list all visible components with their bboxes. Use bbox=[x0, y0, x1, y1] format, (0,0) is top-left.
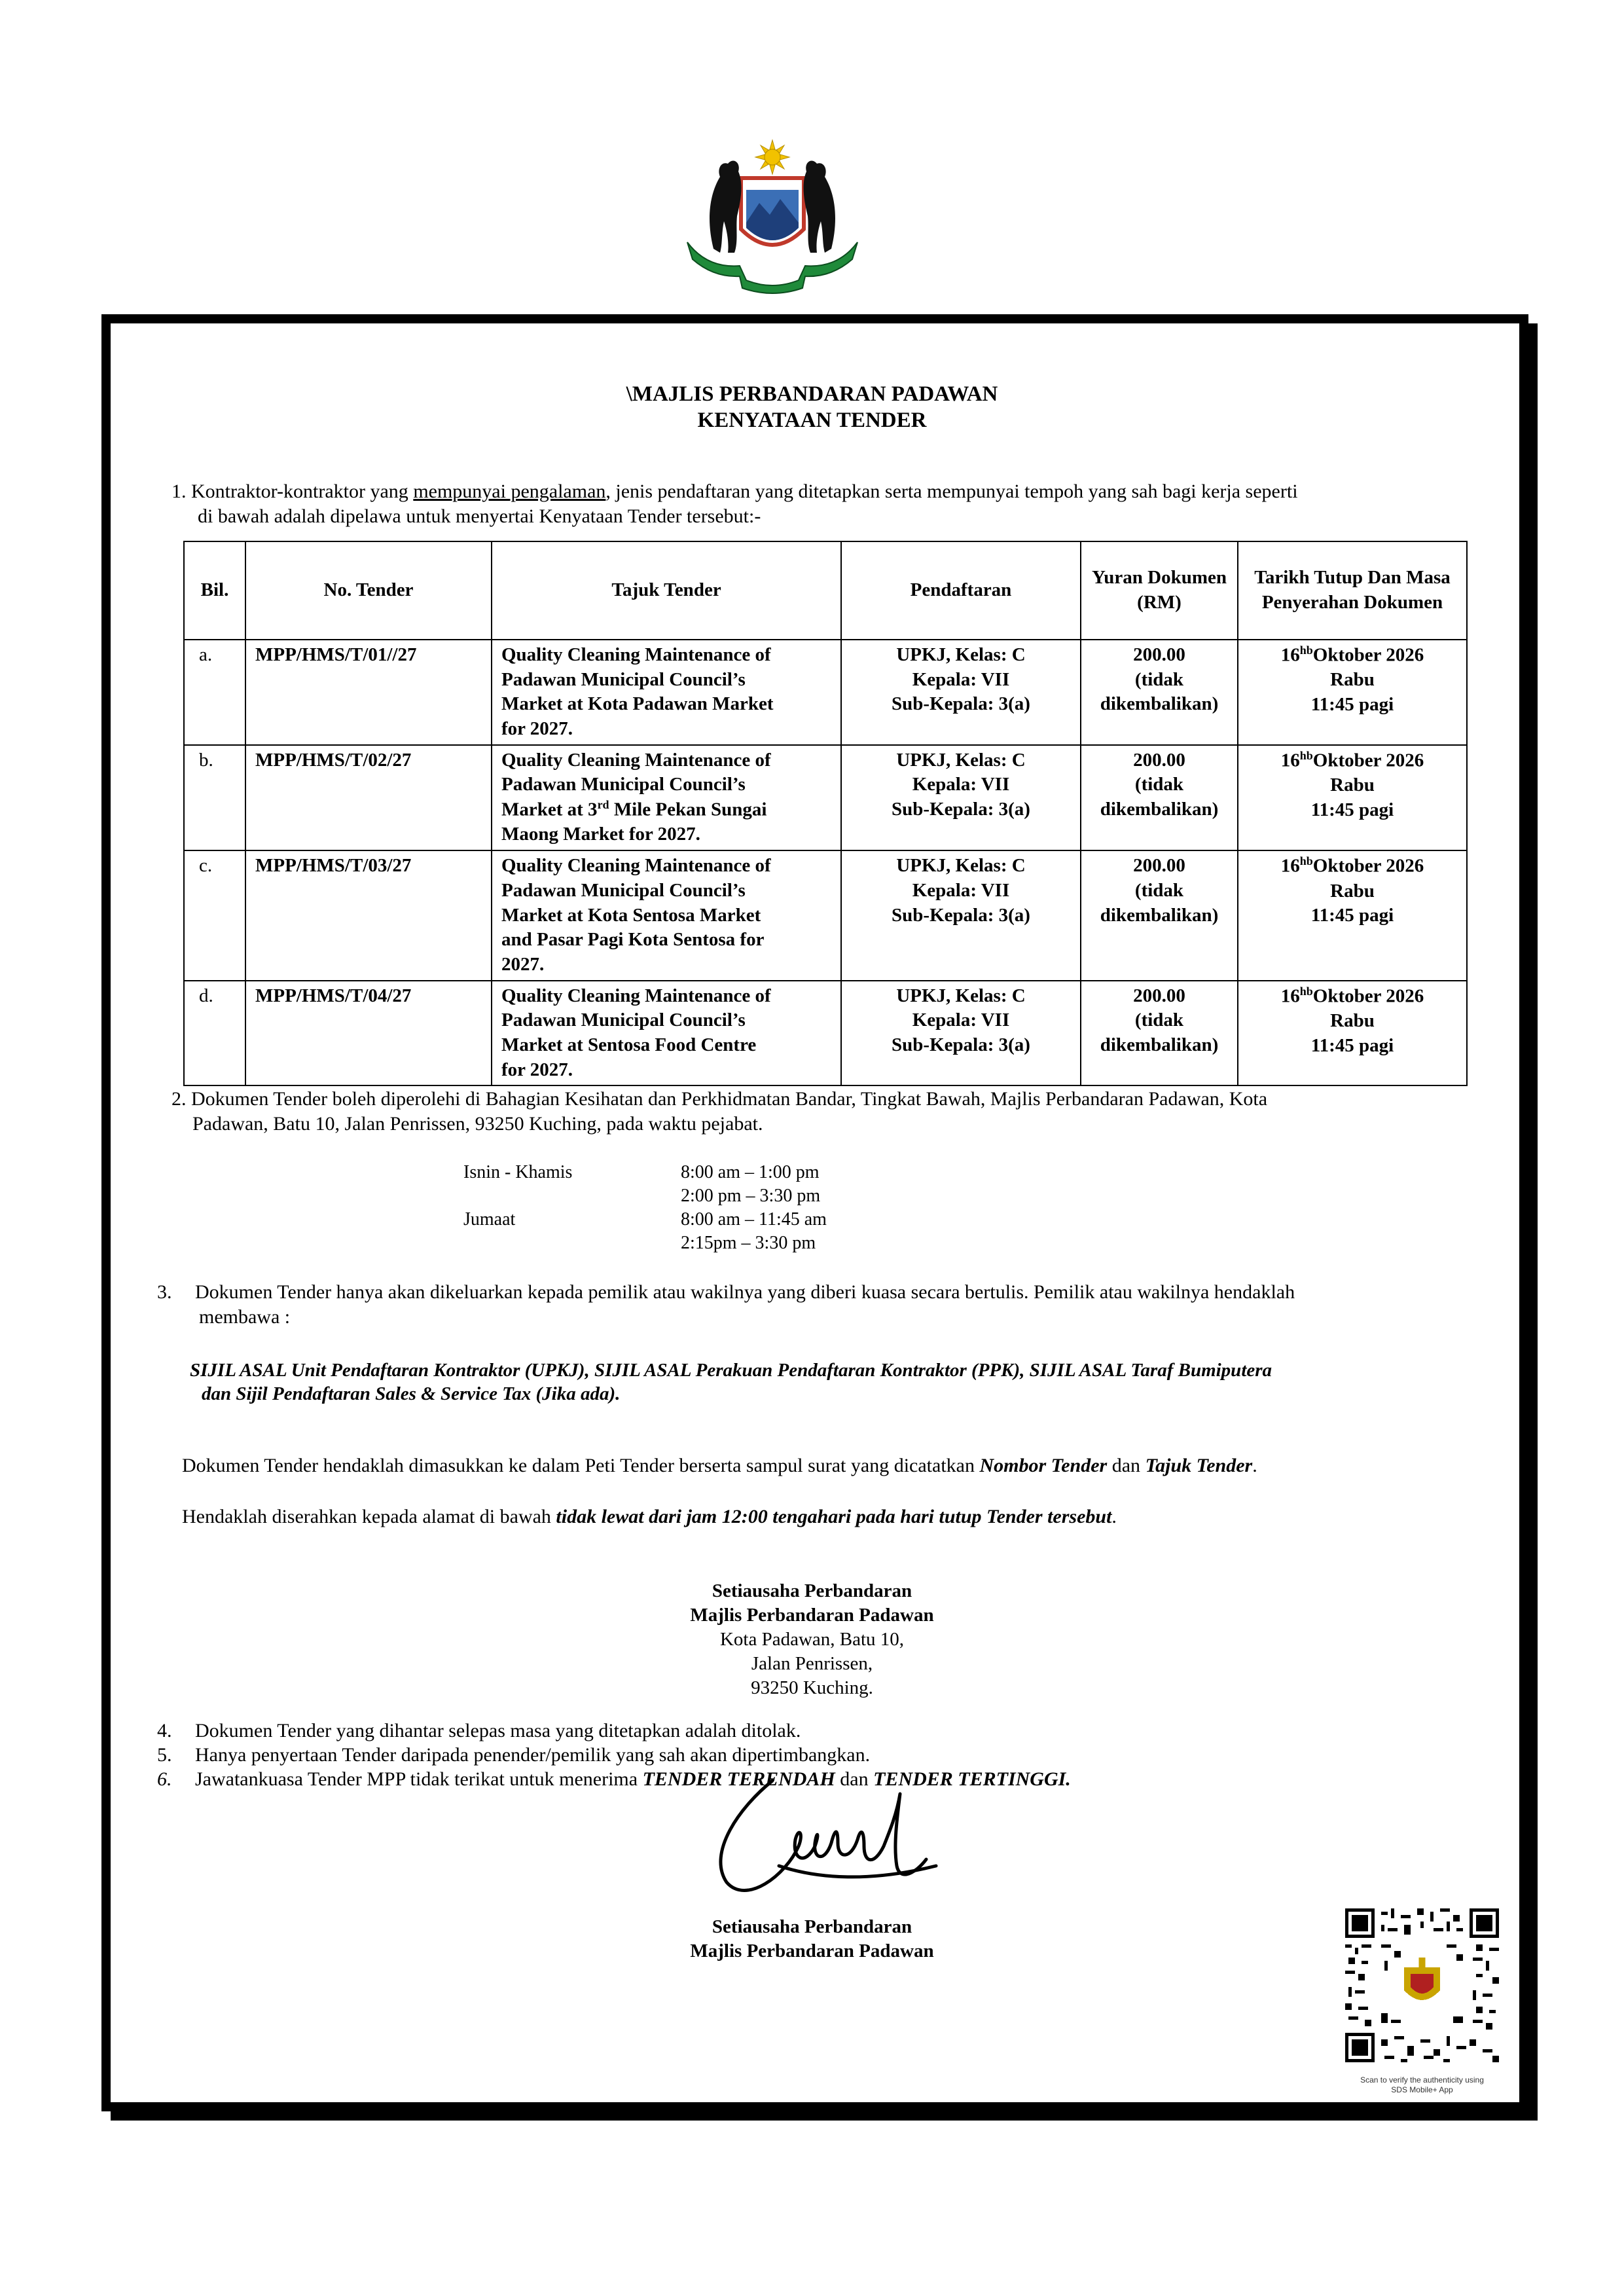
paragraph-2 bbox=[171, 1087, 1454, 1136]
tarikh-date: $16^{hb}Oktober$ 2026 bbox=[1280, 644, 1424, 666]
paragraph-deadline bbox=[182, 1504, 1465, 1529]
required-documents bbox=[190, 1358, 1460, 1406]
tajuk-line: Market at 3rd Mile Pekan Sungai bbox=[501, 798, 767, 820]
paragraph-text: di bawah adalah dipelawa untuk menyertai Kenyataan Tender tersebut:- bbox=[198, 505, 761, 527]
documents-text: dan Sijil Pendaftaran Sales & Service Tax (Jika ada). bbox=[202, 1383, 621, 1405]
tarikh-day: Rabu bbox=[1330, 669, 1375, 691]
document-title: \MAJLIS PERBANDARAN PADAWAN bbox=[626, 382, 998, 406]
hours-value: 8:00 am – 11:45 am bbox=[681, 1209, 827, 1230]
qr-caption-line: SDS Mobile+ App bbox=[1391, 2085, 1453, 2094]
pendaftaran-line: Sub-Kepala: 3(a) bbox=[892, 904, 1030, 926]
tajuk-line: Quality Cleaning Maintenance of bbox=[501, 644, 771, 665]
address-title: Setiausaha Perbandaran bbox=[712, 1580, 912, 1601]
cell-tarikh bbox=[1238, 981, 1467, 1086]
paragraph-text: Padawan, Batu 10, Jalan Penrissen, 93250 Kuching, pada waktu pejabat. bbox=[192, 1112, 763, 1135]
tajuk-line: for 2027. bbox=[501, 1059, 573, 1080]
cell-tarikh bbox=[1238, 745, 1467, 850]
paragraph-text: dan bbox=[1107, 1455, 1146, 1476]
address-block bbox=[0, 1579, 1624, 1700]
address-org: Majlis Perbandaran Padawan bbox=[690, 1605, 934, 1626]
tajuk-line: Quality Cleaning Maintenance of bbox=[501, 985, 771, 1006]
cell-tarikh bbox=[1238, 850, 1467, 980]
column-header: Bil. bbox=[184, 541, 245, 640]
signatory-org: Majlis Perbandaran Padawan bbox=[690, 1941, 934, 1961]
yuran-line: dikembalikan) bbox=[1100, 799, 1219, 820]
pendaftaran-line: Kepala: VII bbox=[912, 1010, 1010, 1031]
yuran-line: 200.00 bbox=[1133, 855, 1185, 877]
address-line: Jalan Penrissen, bbox=[751, 1653, 873, 1674]
cell-yuran bbox=[1081, 981, 1238, 1086]
cell-tender-no: MPP/HMS/T/03/27 bbox=[245, 850, 492, 980]
yuran-line: (tidak bbox=[1134, 1010, 1184, 1031]
yuran-line: dikembalikan) bbox=[1100, 1034, 1219, 1055]
hours-value: 2:00 pm – 3:30 pm bbox=[681, 1186, 821, 1206]
table-header-row bbox=[184, 541, 1467, 640]
yuran-line: (tidak bbox=[1134, 668, 1184, 690]
tarikh-day: Rabu bbox=[1330, 880, 1375, 902]
tajuk-line: Padawan Municipal Council’s bbox=[501, 879, 746, 901]
emphasis-text: Tajuk Tender bbox=[1145, 1455, 1253, 1476]
cell-bil: a. bbox=[184, 640, 245, 745]
tarikh-time: 11:45 pagi bbox=[1310, 694, 1394, 716]
paragraph-number: 1. bbox=[171, 481, 187, 502]
paragraph-text: Dokumen Tender boleh diperolehi di Bahagian Kesihatan dan Perkhidmatan Bandar, Tingkat Bawah, Majlis Perbandaran Padawan, Kota bbox=[191, 1088, 1268, 1110]
tarikh-time: 11:45 pagi bbox=[1310, 799, 1394, 820]
emphasis-text: Nombor Tender bbox=[979, 1455, 1108, 1476]
signatory-title: Setiausaha Perbandaran bbox=[712, 1916, 912, 1937]
pendaftaran-line: Sub-Kepala: 3(a) bbox=[892, 1034, 1030, 1055]
column-header: No. Tender bbox=[245, 541, 492, 640]
documents-text: SIJIL ASAL Unit Pendaftaran Kontraktor (UPKJ), SIJIL ASAL Perakuan Pendaftaran Kontraktor (PPK), SIJIL ASAL Taraf Bumiputera bbox=[190, 1360, 1272, 1381]
column-header: Tajuk Tender bbox=[492, 541, 841, 640]
tarikh-time: 11:45 pagi bbox=[1310, 1034, 1394, 1056]
emphasis-text: tidak lewat dari jam 12:00 tengahari pada hari tutup Tender tersebut bbox=[556, 1506, 1112, 1527]
paragraph-text: membawa : bbox=[199, 1305, 291, 1328]
cell-pendaftaran bbox=[841, 981, 1081, 1086]
qr-caption-line: Scan to verify the authenticity using bbox=[1360, 2075, 1484, 2085]
document-subtitle: KENYATAAN TENDER bbox=[697, 409, 927, 432]
cell-bil: b. bbox=[184, 745, 245, 850]
paragraph-text: Kontraktor-kontraktor yang bbox=[191, 481, 414, 502]
cell-tajuk bbox=[492, 745, 841, 850]
handwritten-signature bbox=[700, 1768, 949, 1905]
office-hours-values bbox=[681, 1161, 827, 1255]
table-row bbox=[184, 850, 1467, 980]
underlined-text: mempunyai pengalaman bbox=[413, 481, 606, 502]
cell-tajuk bbox=[492, 640, 841, 745]
tajuk-line: Quality Cleaning Maintenance of bbox=[501, 749, 771, 771]
tajuk-line: Market at Kota Padawan Market bbox=[501, 693, 774, 715]
hours-value: 8:00 am – 1:00 pm bbox=[681, 1162, 820, 1182]
pendaftaran-line: Kepala: VII bbox=[912, 668, 1010, 690]
pendaftaran-line: UPKJ, Kelas: C bbox=[896, 749, 1026, 771]
paragraph-number: 3. bbox=[157, 1281, 172, 1303]
cell-tarikh bbox=[1238, 640, 1467, 745]
yuran-line: (tidak bbox=[1134, 879, 1184, 901]
hours-label: Isnin - Khamis bbox=[463, 1162, 573, 1182]
paragraph-text: , jenis pendaftaran yang ditetapkan serta mempunyai tempoh yang sah bagi kerja seperti bbox=[605, 481, 1298, 502]
paragraph-text: . bbox=[1252, 1455, 1257, 1476]
paragraph-text: Dokumen Tender hanya akan dikeluarkan kepada pemilik atau wakilnya yang diberi kuasa secara bertulis. Pemilik atau wakilnya hendaklah bbox=[195, 1281, 1295, 1303]
tajuk-line: Padawan Municipal Council’s bbox=[501, 1010, 746, 1031]
tajuk-line: Maong Market for 2027. bbox=[501, 824, 700, 845]
tarikh-day: Rabu bbox=[1330, 1010, 1375, 1031]
yuran-line: 200.00 bbox=[1133, 985, 1185, 1006]
paragraph-1 bbox=[171, 479, 1454, 528]
tarikh-date: $16^{hb}Oktober$ 2026 bbox=[1280, 854, 1424, 877]
yuran-line: (tidak bbox=[1134, 774, 1184, 795]
pendaftaran-line: Kepala: VII bbox=[912, 774, 1010, 795]
tajuk-line: and Pasar Pagi Kota Sentosa for bbox=[501, 929, 765, 951]
frame-shadow-bottom bbox=[111, 2111, 1538, 2121]
tajuk-line: 2027. bbox=[501, 953, 545, 975]
tarikh-date: $16^{hb}Oktober$ 2026 bbox=[1280, 984, 1424, 1007]
cell-yuran bbox=[1081, 640, 1238, 745]
yuran-line: dikembalikan) bbox=[1100, 693, 1219, 715]
tajuk-line: Quality Cleaning Maintenance of bbox=[501, 855, 771, 877]
tajuk-line: Padawan Municipal Council’s bbox=[501, 668, 746, 690]
tajuk-line: Padawan Municipal Council’s bbox=[501, 774, 746, 795]
address-line: Kota Padawan, Batu 10, bbox=[719, 1629, 905, 1650]
cell-pendaftaran bbox=[841, 850, 1081, 980]
cell-tender-no: MPP/HMS/T/04/27 bbox=[245, 981, 492, 1086]
paragraph-3 bbox=[157, 1280, 1460, 1329]
tajuk-line: Market at Sentosa Food Centre bbox=[501, 1034, 757, 1055]
cell-tender-no: MPP/HMS/T/01//27 bbox=[245, 640, 492, 745]
paragraph-text: Hendaklah diserahkan kepada alamat di bawah bbox=[182, 1506, 556, 1527]
paragraph-text: . bbox=[1111, 1506, 1117, 1527]
paragraph-submission bbox=[182, 1453, 1465, 1478]
hours-label: Jumaat bbox=[463, 1209, 516, 1230]
tender-table bbox=[183, 541, 1468, 1086]
hours-value: 2:15pm – 3:30 pm bbox=[681, 1233, 816, 1253]
cell-pendaftaran bbox=[841, 640, 1081, 745]
pendaftaran-line: UPKJ, Kelas: C bbox=[896, 644, 1026, 665]
table-row bbox=[184, 981, 1467, 1086]
pendaftaran-line: UPKJ, Kelas: C bbox=[896, 855, 1026, 877]
table-row bbox=[184, 640, 1467, 745]
tarikh-date: $16^{hb}Oktober$ 2026 bbox=[1280, 748, 1424, 771]
list-item: 5. Hanya penyertaan Tender daripada penender/pemilik yang sah akan dipertimbangkan. bbox=[157, 1744, 871, 1766]
pendaftaran-line: UPKJ, Kelas: C bbox=[896, 985, 1026, 1006]
paragraph-number: 2. bbox=[171, 1088, 187, 1110]
frame-shadow-right bbox=[1528, 323, 1538, 2121]
tarikh-day: Rabu bbox=[1330, 774, 1375, 796]
cell-tender-no: MPP/HMS/T/02/27 bbox=[245, 745, 492, 850]
table-row bbox=[184, 745, 1467, 850]
list-item: 4. Dokumen Tender yang dihantar selepas masa yang ditetapkan adalah ditolak. bbox=[157, 1720, 801, 1741]
yuran-line: 200.00 bbox=[1133, 644, 1185, 665]
yuran-line: dikembalikan) bbox=[1100, 904, 1219, 926]
cell-pendaftaran bbox=[841, 745, 1081, 850]
pendaftaran-line: Kepala: VII bbox=[912, 879, 1010, 901]
qr-code-icon[interactable] bbox=[1345, 1908, 1499, 2062]
yuran-line: 200.00 bbox=[1133, 749, 1185, 771]
office-hours-labels bbox=[463, 1161, 572, 1231]
cell-bil: d. bbox=[184, 981, 245, 1086]
qr-caption bbox=[1335, 2075, 1509, 2095]
tajuk-line: for 2027. bbox=[501, 718, 573, 740]
paragraph-text: Dokumen Tender hendaklah dimasukkan ke dalam Peti Tender berserta sampul surat yang dicatatkan bbox=[182, 1455, 980, 1476]
cell-tajuk bbox=[492, 850, 841, 980]
pendaftaran-line: Sub-Kepala: 3(a) bbox=[892, 799, 1030, 820]
tajuk-line: Market at Kota Sentosa Market bbox=[501, 904, 761, 926]
column-header: Yuran Dokumen (RM) bbox=[1081, 541, 1238, 640]
pendaftaran-line: Sub-Kepala: 3(a) bbox=[892, 693, 1030, 715]
tarikh-time: 11:45 pagi bbox=[1310, 905, 1394, 926]
cell-yuran bbox=[1081, 745, 1238, 850]
column-header: Tarikh Tutup Dan Masa Penyerahan Dokumen bbox=[1238, 541, 1467, 640]
column-header: Pendaftaran bbox=[841, 541, 1081, 640]
address-line: 93250 Kuching. bbox=[751, 1677, 873, 1698]
council-crest-logo bbox=[681, 137, 864, 295]
cell-bil: c. bbox=[184, 850, 245, 980]
list-item: 6. Jawatankuasa Tender MPP tidak terikat untuk menerima TENDER TERENDAH dan TENDER TERTINGGI. bbox=[157, 1768, 1071, 1790]
cell-tajuk bbox=[492, 981, 841, 1086]
cell-yuran bbox=[1081, 850, 1238, 980]
